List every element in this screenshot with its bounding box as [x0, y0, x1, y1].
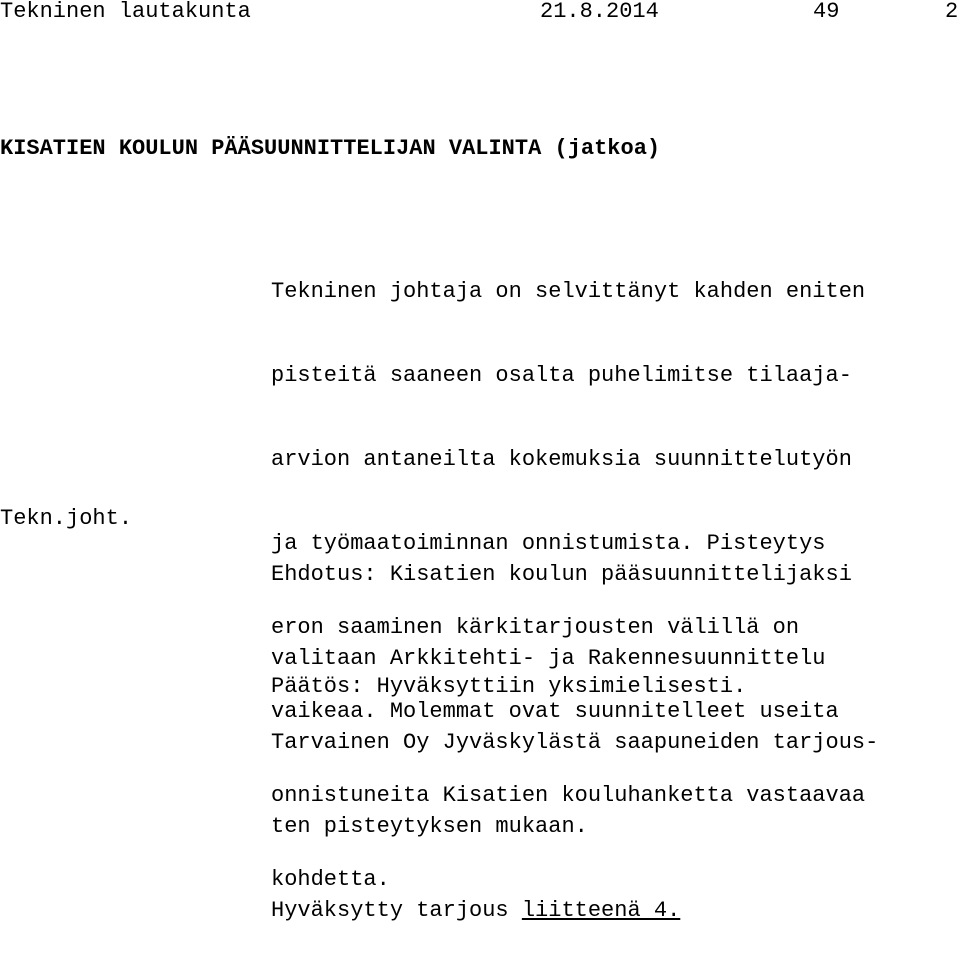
- meeting-date: 21.8.2014: [540, 0, 659, 24]
- paragraph-line: kohdetta.: [271, 867, 390, 892]
- paragraph-line: ja työmaatoiminnan onnistumista. Pisteytys: [271, 531, 826, 556]
- page-number: 2: [945, 0, 959, 24]
- proposal-line: Tarvainen Oy Jyväskylästä saapuneiden tarjous-: [271, 730, 879, 755]
- paragraph-line: pisteitä saaneen osalta puhelimitse tilaaja-: [271, 363, 852, 388]
- section-number: 49: [813, 0, 840, 24]
- proposal-label: Tekn.joht.: [0, 506, 133, 531]
- approval-line: [271, 897, 878, 925]
- proposal-line: Ehdotus: Kisatien koulun pääsuunnittelijaksi: [271, 562, 852, 587]
- approval-prefix: Hyväksytty tarjous: [271, 898, 522, 923]
- proposal-text: [271, 505, 878, 953]
- proposal-line: valitaan Arkkitehti- ja Rakennesuunnittelu: [271, 646, 826, 671]
- attachment-link[interactable]: liitteenä 4.: [521, 898, 681, 923]
- document-title: KISATIEN KOULUN PÄÄSUUNNITTELIJAN VALINTA (jatkoa): [0, 136, 661, 161]
- paragraph-line: onnistuneita Kisatien kouluhanketta vastaavaa: [271, 783, 866, 808]
- proposal-line: ten pisteytyksen mukaan.: [271, 814, 588, 839]
- paragraph-line: Tekninen johtaja on selvittänyt kahden eniten: [271, 279, 866, 304]
- paragraph-line: vaikeaa. Molemmat ovat suunnitelleet useita: [271, 699, 839, 724]
- paragraph-line: arvion antaneilta kokemuksia suunnittelutyön: [271, 447, 852, 472]
- committee-name: Tekninen lautakunta: [0, 0, 251, 24]
- paragraph-line: eron saaminen kärkitarjousten välillä on: [271, 615, 800, 640]
- decision-text: Päätös: Hyväksyttiin yksimielisesti.: [271, 674, 747, 699]
